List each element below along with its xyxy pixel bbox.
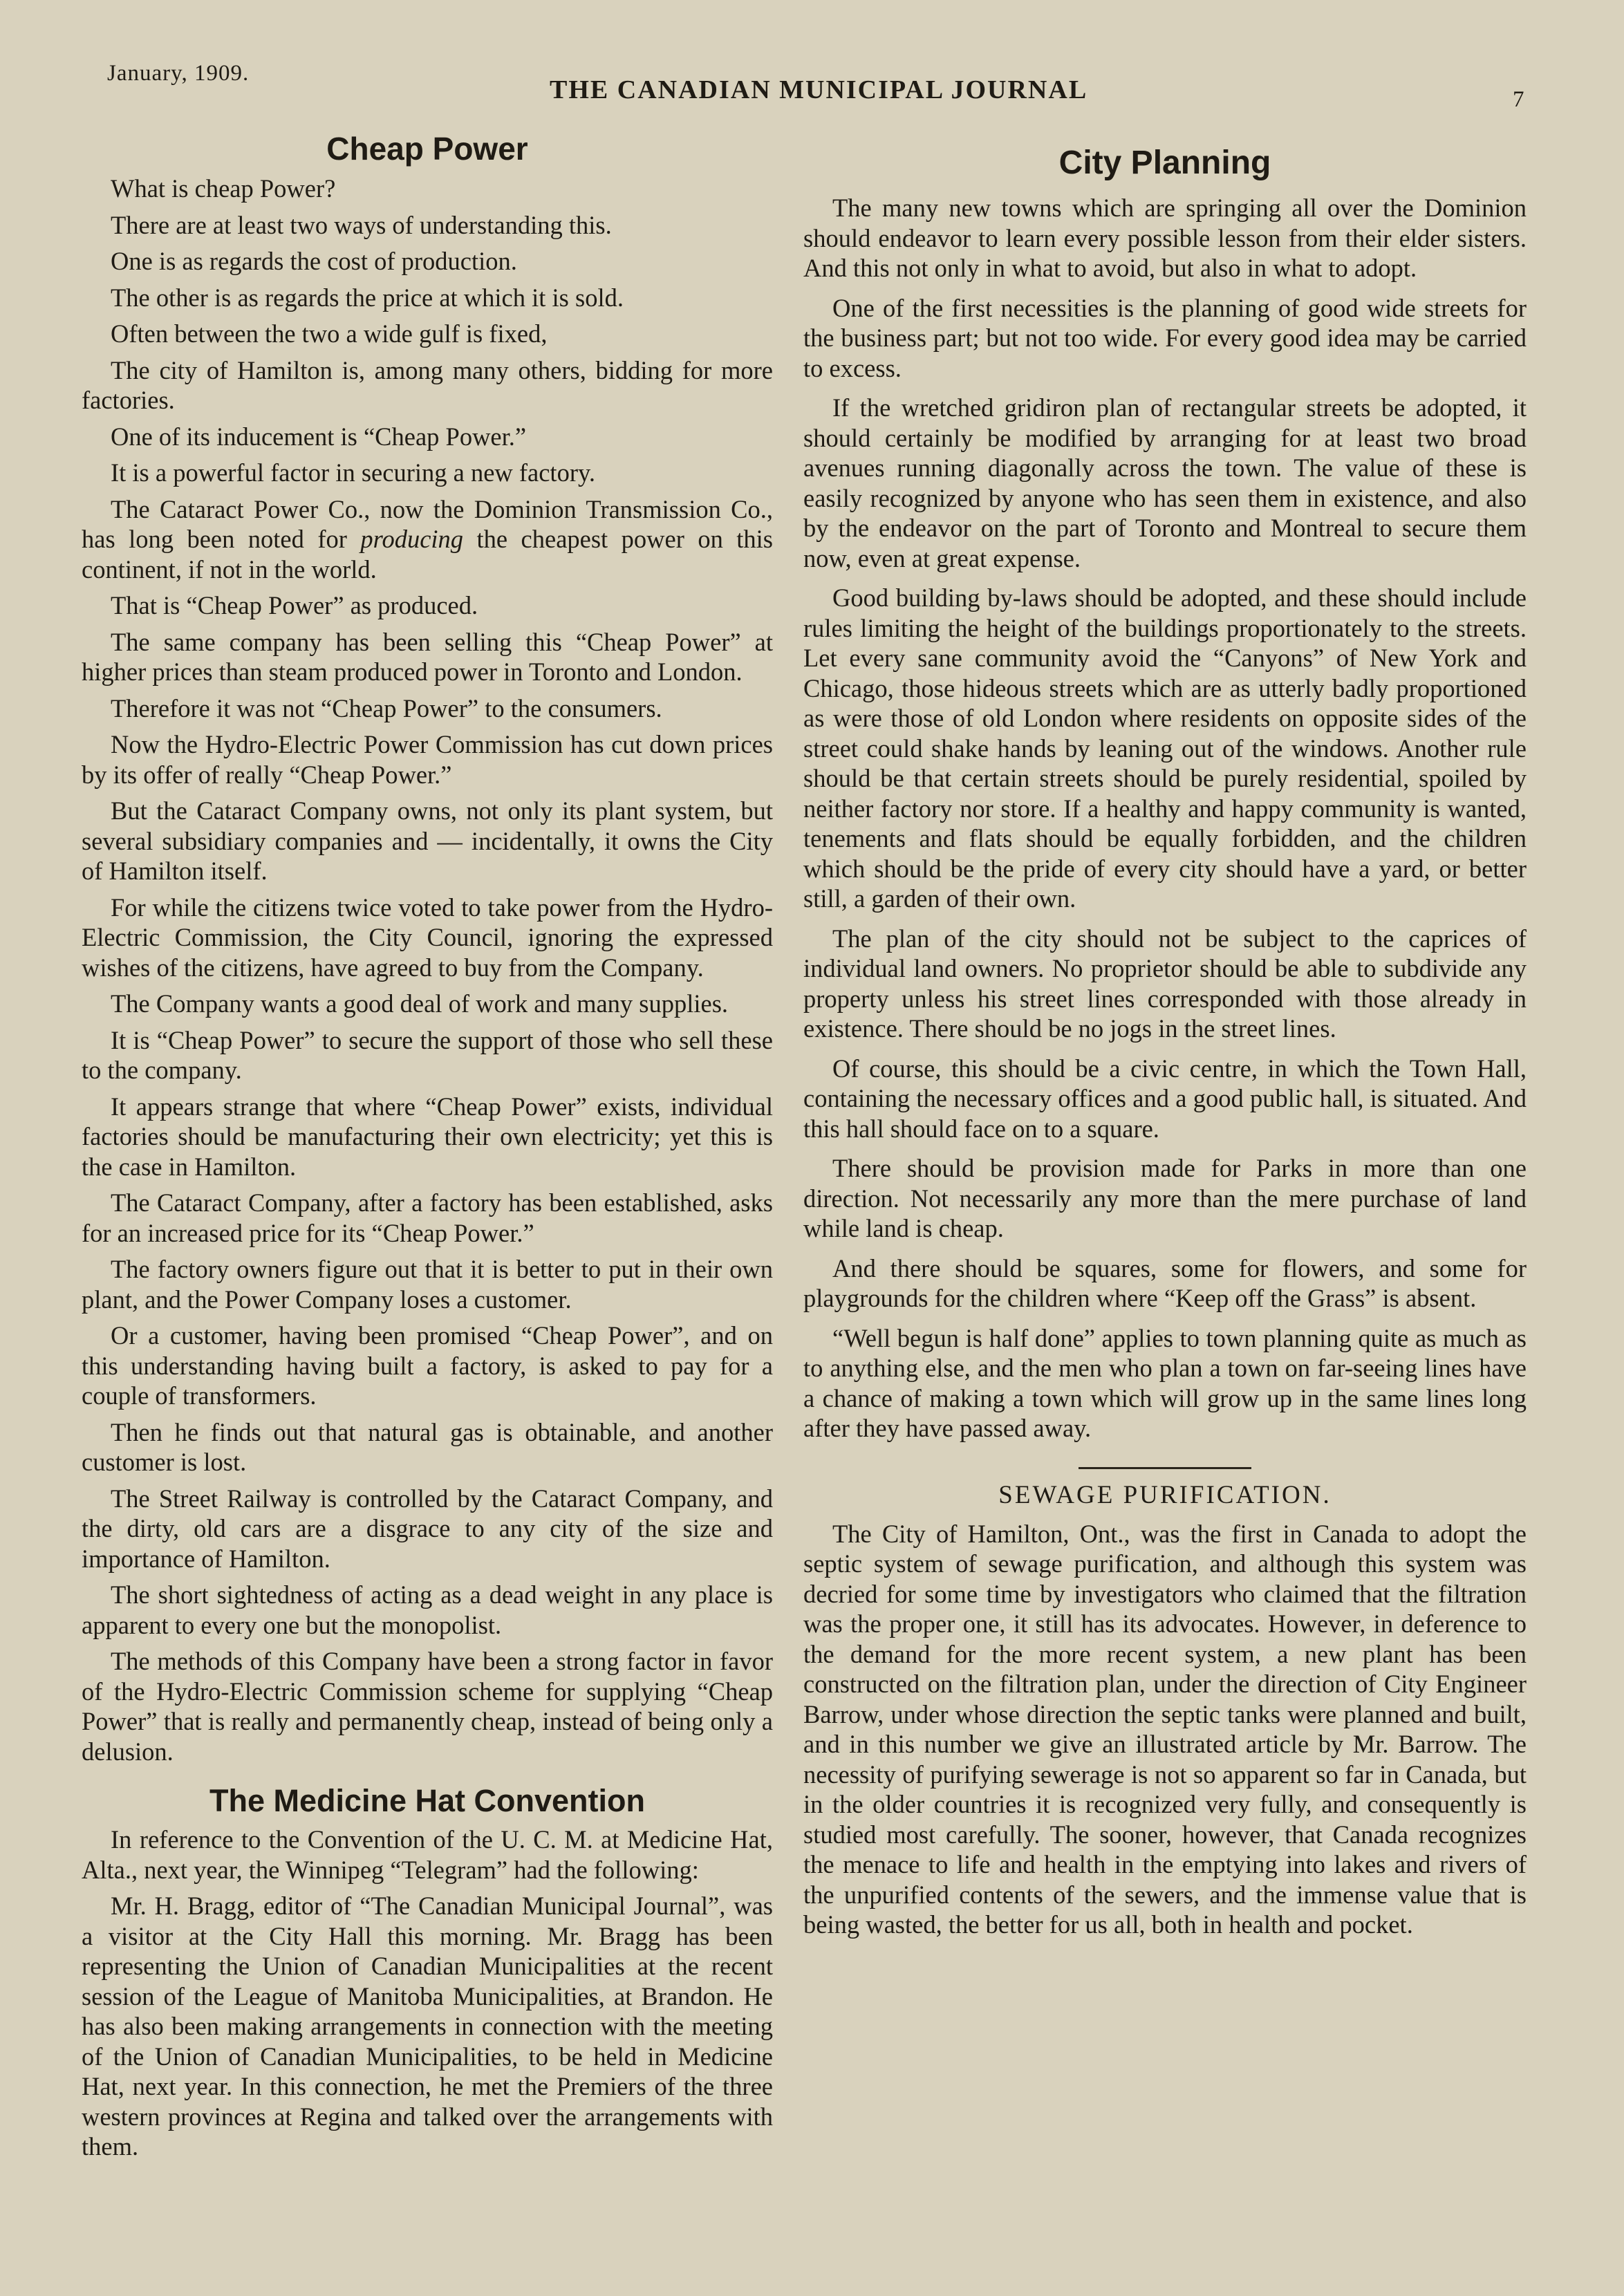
article-title-city-planning: City Planning (1058, 144, 1271, 181)
paragraph: The methods of this Company have been a strong factor in favor of the Hydro-Electric Commission scheme for supplying “Cheap Power” that is really and permanently cheap, instead of being only a delusion. (82, 1647, 773, 1766)
paragraph: Now the Hydro-Electric Power Commission has cut down prices by its offer of really “Cheap Power.” (82, 730, 773, 789)
paragraph: The factory owners figure out that it is better to put in their own plant, and the Power Company loses a customer. (82, 1255, 773, 1314)
paragraph: The Street Railway is controlled by the Cataract Company, and the dirty, old cars are a disgrace to any city of the size and importance of Hamilton. (82, 1484, 773, 1573)
article-body-cheap-power (82, 174, 773, 1766)
paragraph: One of the first necessities is the planning of good wide streets for the business part; but not too wide. For every good idea may be carried to excess. (803, 293, 1527, 382)
paragraph-text: The Cataract Power Co., now the Dominion Transmission Co., has long been noted for (82, 494, 773, 553)
page-header (0, 61, 1624, 123)
paragraph: Therefore it was not “Cheap Power” to the consumers. (111, 693, 662, 722)
paragraph-text: the cheapest power on this continent, if not in the world. (82, 525, 773, 584)
emphasis-producing: producing (360, 525, 464, 553)
paragraph: Then he finds out that natural gas is obtainable, and another customer is lost. (82, 1417, 773, 1476)
paragraph: “Well begun is half done” applies to town planning quite as much as to anything else, and the men who plan a town on far-seeing lines have a chance of making a town which will grow up in the same lines long after they have passed away. (803, 1323, 1527, 1442)
article-body-city-planning (803, 193, 1527, 1444)
article-body-sewage-purification (803, 1519, 1527, 1940)
paragraph: The city of Hamilton is, among many others, bidding for more factories. (82, 355, 773, 414)
paragraph: That is “Cheap Power” as produced. (111, 591, 478, 619)
paragraph: The plan of the city should not be subject to the caprices of individual land owners. No proprietor should be able to subdivide any property unless his street lines corresponded with those already in existence. There should be no jogs in the street lines. (803, 924, 1527, 1043)
page-number: 7 (1513, 87, 1524, 112)
paragraph: If the wretched gridiron plan of rectangular streets be adopted, it should certainly be modified by arranging for at least two broad avenues running diagonally across the town. The value of these is easily recognized by anyone who has seen them in existence, and also by the endeavor on the part of Toronto and Montreal to secure them now, even at great expense. (803, 393, 1527, 572)
paragraph: For while the citizens twice voted to take power from the Hydro-Electric Commission, the City Council, ignoring the expressed wishes of the citizens, have agreed to buy from the Company. (82, 893, 773, 982)
paragraph: It appears strange that where “Cheap Power” exists, individual factories should be manufacturing their own electricity; yet this is the case in Hamilton. (82, 1092, 773, 1181)
paragraph: But the Cataract Company owns, not only its plant system, but several subsidiary companies and — incidentally, it owns the City of Hamilton itself. (82, 796, 773, 885)
article-title-medicine-hat: The Medicine Hat Convention (209, 1783, 646, 1818)
journal-title: THE CANADIAN MUNICIPAL JOURNAL (550, 75, 1088, 104)
paragraph: Often between the two a wide gulf is fixed, (111, 319, 548, 348)
left-column (82, 128, 773, 2168)
paragraph: The Cataract Company, after a factory has been established, asks for an increased price for its “Cheap Power.” (82, 1188, 773, 1247)
article-body-medicine-hat (82, 1824, 773, 2162)
right-column (803, 128, 1527, 1950)
paragraph: The City of Hamilton, Ont., was the first in Canada to adopt the septic system of sewage purification, and although this system was decried for some time by investigators who claimed that the filtration was the proper one, it still has its advocates. However, in deference to the demand for the more recent system, a new plant has been constructed on the filtration plan, under the direction of City Engineer Barrow, under whose direction the septic tanks were planned and built, and in this number we give an illustrated article by Mr. Barrow. The necessity of purifying sewerage is not so apparent so far in Canada, but in the older countries it is recognized very fully, and consequently is studied most carefully. The sooner, however, that Canada recognizes the menace to life and health in the emptying into lakes and rivers of the unpurified contents of the sewers, and the immense value that is being wasted, the better for us all, both in health and pocket. (803, 1519, 1527, 1939)
paragraph: Mr. H. Bragg, editor of “The Canadian Municipal Journal”, was a visitor at the City Hall this morning. Mr. Bragg has been representing the Union of Canadian Municipalities at the recent session of the League of Manitoba Municipalities, at Brandon. He has also been making arrangements in connection with the meeting of the Union of Canadian Municipalities, to be held in Medicine Hat, next year. In this connection, he met the Premiers of the three western provinces at Regina and talked over the arrangements with them. (82, 1892, 773, 2160)
paragraph: In reference to the Convention of the U. C. M. at Medicine Hat, Alta., next year, the Winnipeg “Telegram” had the following: (82, 1825, 773, 1884)
paragraph: What is cheap Power? (111, 174, 336, 203)
section-divider (1079, 1467, 1251, 1469)
paragraph: And there should be squares, some for flowers, and some for playgrounds for the children where “Keep off the Grass” is absent. (803, 1253, 1527, 1312)
paragraph: The other is as regards the price at which it is sold. (111, 283, 624, 312)
paragraph (82, 494, 773, 585)
paragraph: The same company has been selling this “Cheap Power” at higher prices than steam produced power in Toronto and London. (82, 627, 773, 686)
paragraph: It is a powerful factor in securing a new factory. (111, 458, 595, 487)
paragraph: Or a customer, having been promised “Cheap Power”, and on this understanding having built a factory, is asked to pay for a couple of transformers. (82, 1321, 773, 1410)
paragraph: There are at least two ways of understanding this. (111, 210, 612, 239)
article-title-cheap-power: Cheap Power (326, 131, 528, 167)
article-title-sewage-purification: SEWAGE PURIFICATION. (998, 1480, 1332, 1509)
paragraph: It is “Cheap Power” to secure the support of those who sell these to the company. (82, 1025, 773, 1084)
paragraph: The Company wants a good deal of work and many supplies. (111, 989, 729, 1018)
issue-date: January, 1909. (107, 61, 250, 86)
paragraph: There should be provision made for Parks in more than one direction. Not necessarily any more than the mere purchase of land while land is cheap. (803, 1154, 1527, 1242)
paragraph: Good building by-laws should be adopted, and these should include rules limiting the height of the buildings proportionately to the streets. Let every sane community avoid the “Canyons” of New York and Chicago, those hideous streets which are as utterly badly proportioned as were those of old London where residents on opposite sides of the street could shake hands by leaning out of the windows. Another rule should be that certain streets should be purely residential, spoiled by neither factory nor store. If a healthy and happy community is wanted, tenements and flats should be equally forbidden, and the children which should be the pride of every city should have a yard, or better still, a garden of their own. (803, 584, 1527, 913)
paragraph: One of its inducement is “Cheap Power.” (111, 422, 527, 451)
paragraph: Of course, this should be a civic centre, in which the Town Hall, containing the necessary offices and a good public hall, is situated. And this hall should face on to a square. (803, 1054, 1527, 1143)
paragraph: The many new towns which are springing all over the Dominion should endeavor to learn every possible lesson from their elder sisters. And this not only in what to avoid, but also in what to adopt. (803, 194, 1527, 282)
paragraph: The short sightedness of acting as a dead weight in any place is apparent to every one but the monopolist. (82, 1580, 773, 1639)
paragraph: One is as regards the cost of production. (111, 247, 517, 275)
